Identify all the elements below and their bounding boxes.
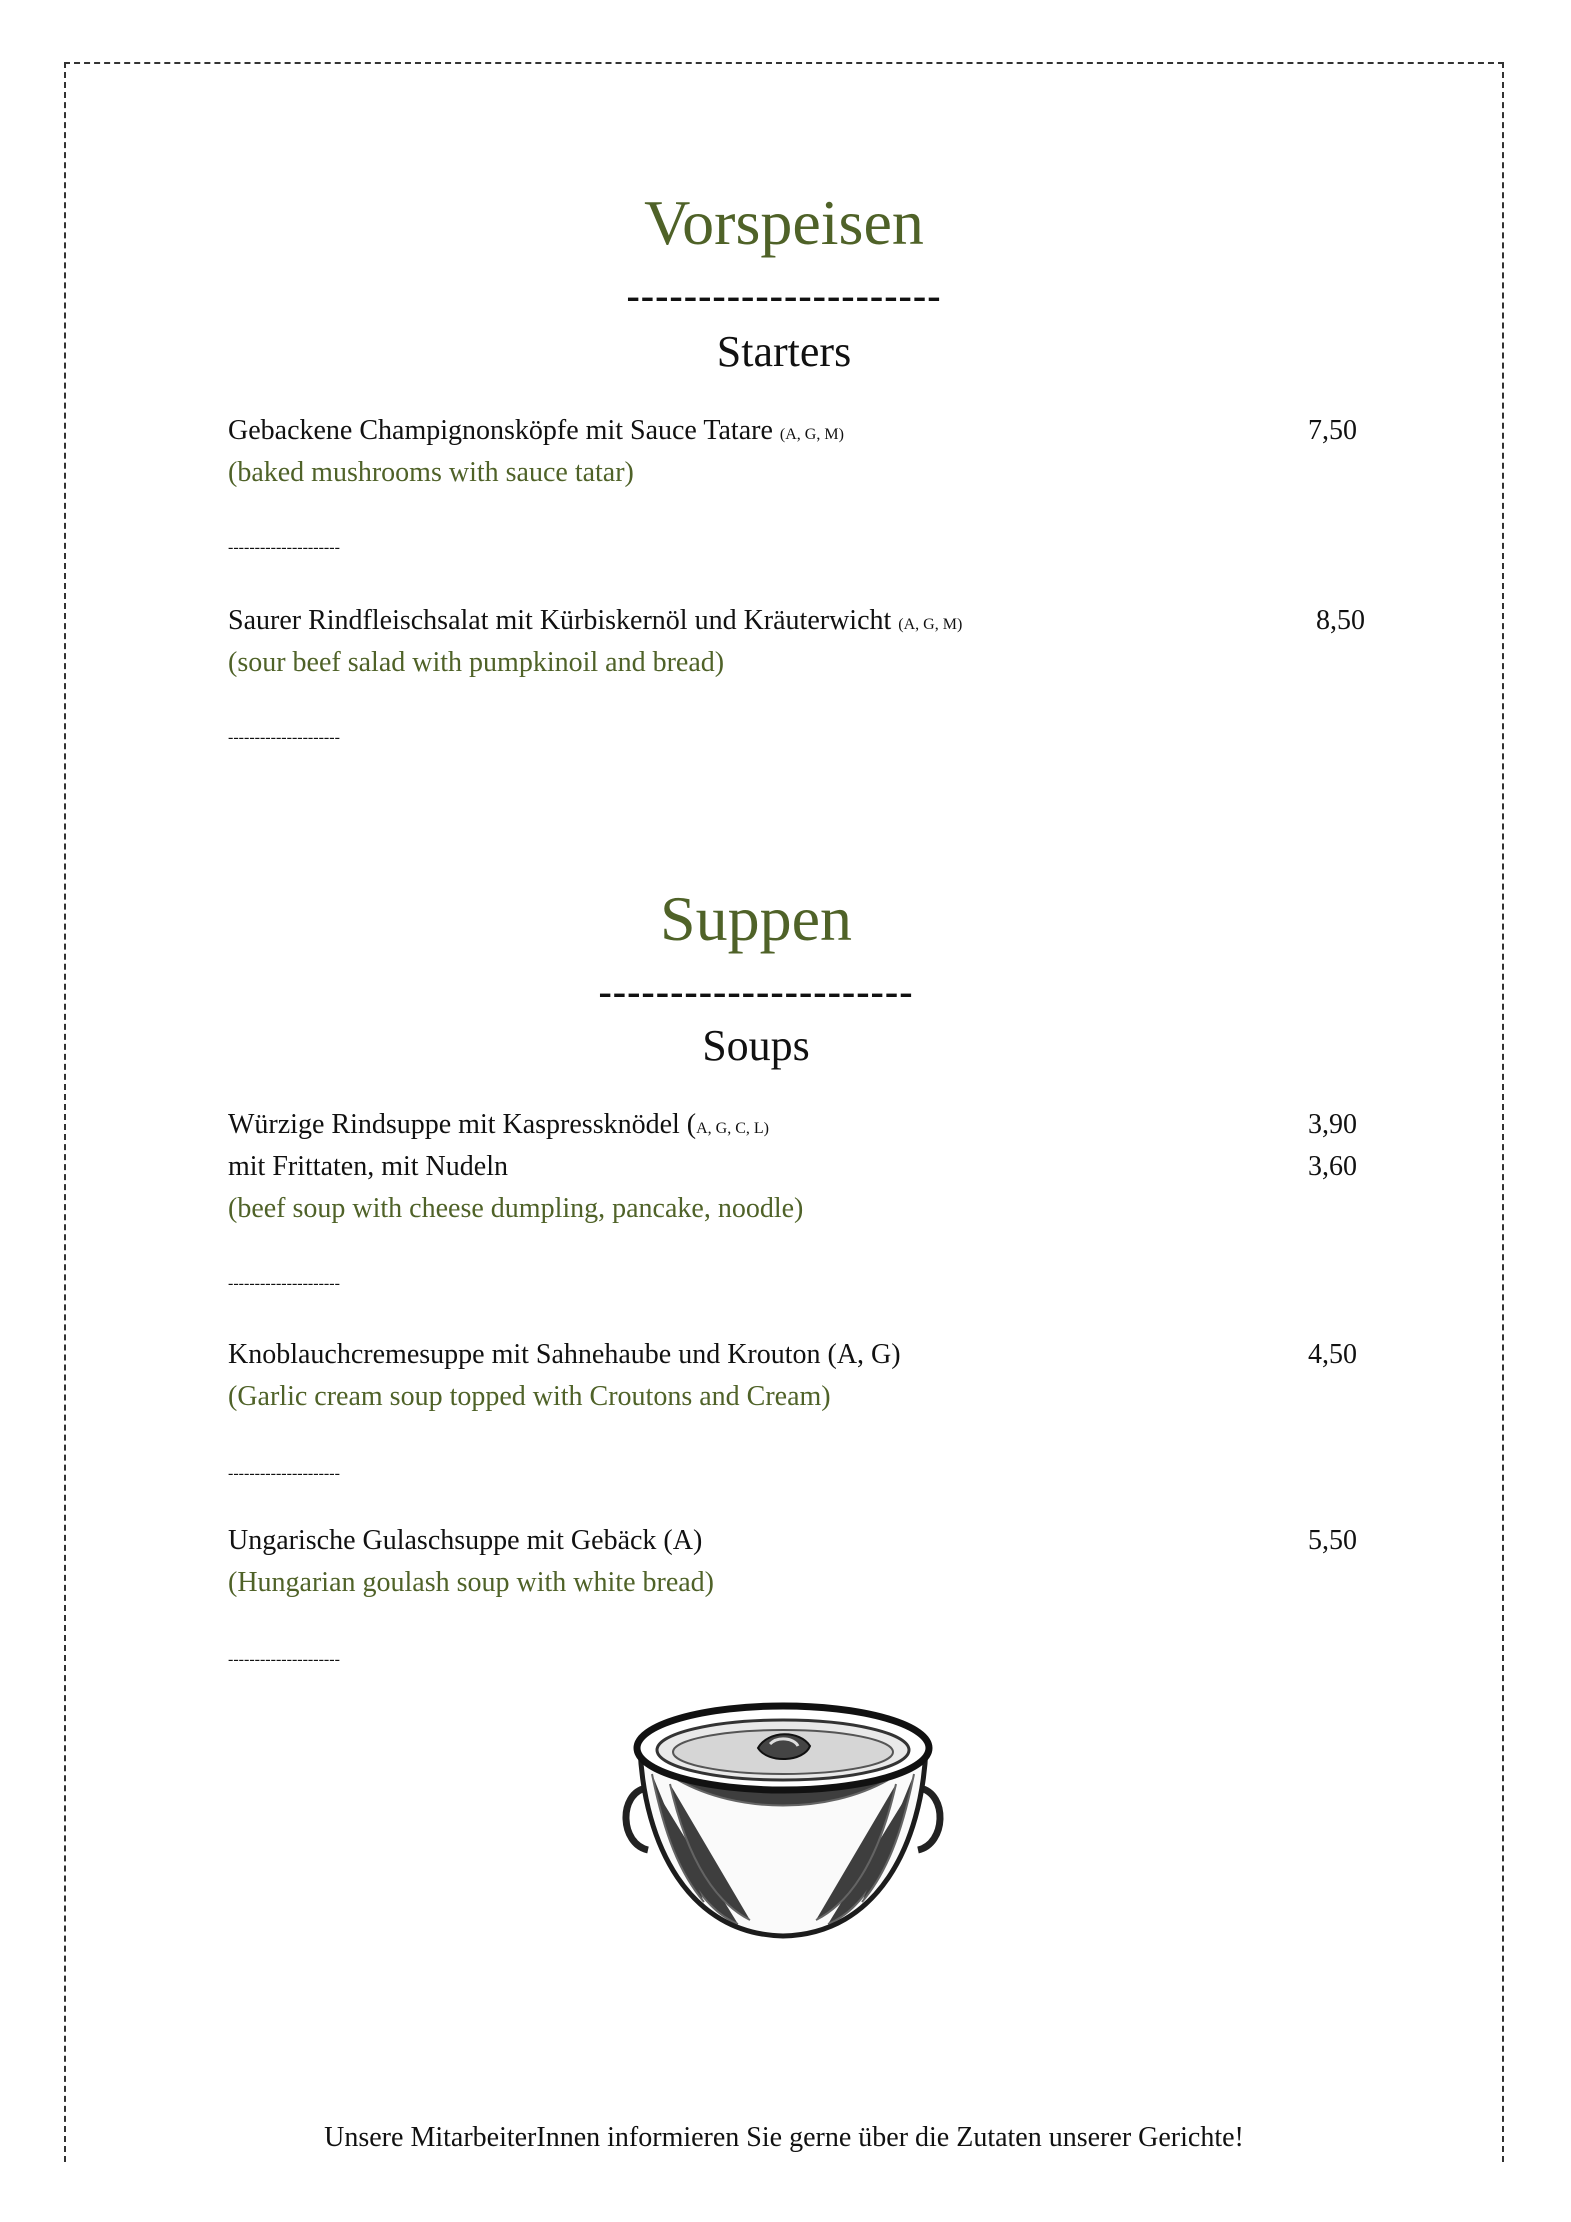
item-allergens: A, G, C, L) — [696, 1120, 770, 1137]
item-separator: --------------------- — [228, 729, 340, 746]
section-subtitle-starters: Starters — [716, 327, 852, 376]
item-name-variant: mit Frittaten, mit Nudeln — [228, 1151, 508, 1182]
item-english: (baked mushrooms with sauce tatar) — [228, 457, 634, 488]
item-name: Knoblauchcremesuppe mit Sahnehaube und Krouton (A, G) — [228, 1339, 901, 1370]
item-separator: --------------------- — [228, 1465, 340, 1482]
item-english: (beef soup with cheese dumpling, pancake, noodle) — [228, 1193, 804, 1224]
section-rule-starters: ---------------------- — [626, 273, 942, 318]
item-price: 4,50 — [1308, 1339, 1357, 1370]
item-price: 8,50 — [1316, 605, 1365, 636]
menu-item-mushrooms — [228, 410, 1378, 494]
item-name: Gebackene Champignonsköpfe mit Sauce Tatare — [228, 415, 773, 446]
item-price-variant: 3,60 — [1308, 1151, 1357, 1182]
item-separator: --------------------- — [228, 1651, 340, 1668]
item-english: (Hungarian goulash soup with white bread) — [228, 1567, 714, 1598]
menu-page-frame — [64, 62, 1504, 2162]
item-allergens: (A, G, M) — [898, 616, 963, 633]
menu-item-beef-salad — [228, 600, 1378, 684]
section-subtitle-soups: Soups — [702, 1021, 810, 1070]
section-title-soups: Suppen — [660, 883, 852, 954]
item-price: 3,90 — [1308, 1109, 1357, 1140]
item-allergens: (A, G, M) — [779, 426, 844, 443]
item-separator: --------------------- — [228, 1275, 340, 1292]
item-name: Ungarische Gulaschsuppe mit Gebäck (A) — [228, 1525, 703, 1556]
item-english: (Garlic cream soup topped with Croutons and Cream) — [228, 1381, 831, 1412]
item-english: (sour beef salad with pumpkinoil and bread) — [228, 647, 725, 678]
menu-item-goulash-soup — [228, 1520, 1378, 1604]
item-name: Würzige Rindsuppe mit Kaspressknödel ( — [228, 1109, 697, 1140]
section-title-starters: Vorspeisen — [644, 187, 924, 258]
item-separator: --------------------- — [228, 539, 340, 556]
item-price: 5,50 — [1308, 1525, 1357, 1556]
menu-item-garlic-soup — [228, 1334, 1378, 1418]
section-rule-soups: ---------------------- — [598, 969, 914, 1014]
item-price: 7,50 — [1308, 415, 1357, 446]
menu-item-beef-soup — [228, 1104, 1378, 1230]
footer-note: Unsere MitarbeiterInnen informieren Sie gerne über die Zutaten unserer Gerichte! — [324, 2122, 1244, 2153]
item-name: Saurer Rindfleischsalat mit Kürbiskernöl und Kräuterwicht — [228, 605, 892, 636]
soup-bowl-icon — [618, 1684, 948, 1954]
